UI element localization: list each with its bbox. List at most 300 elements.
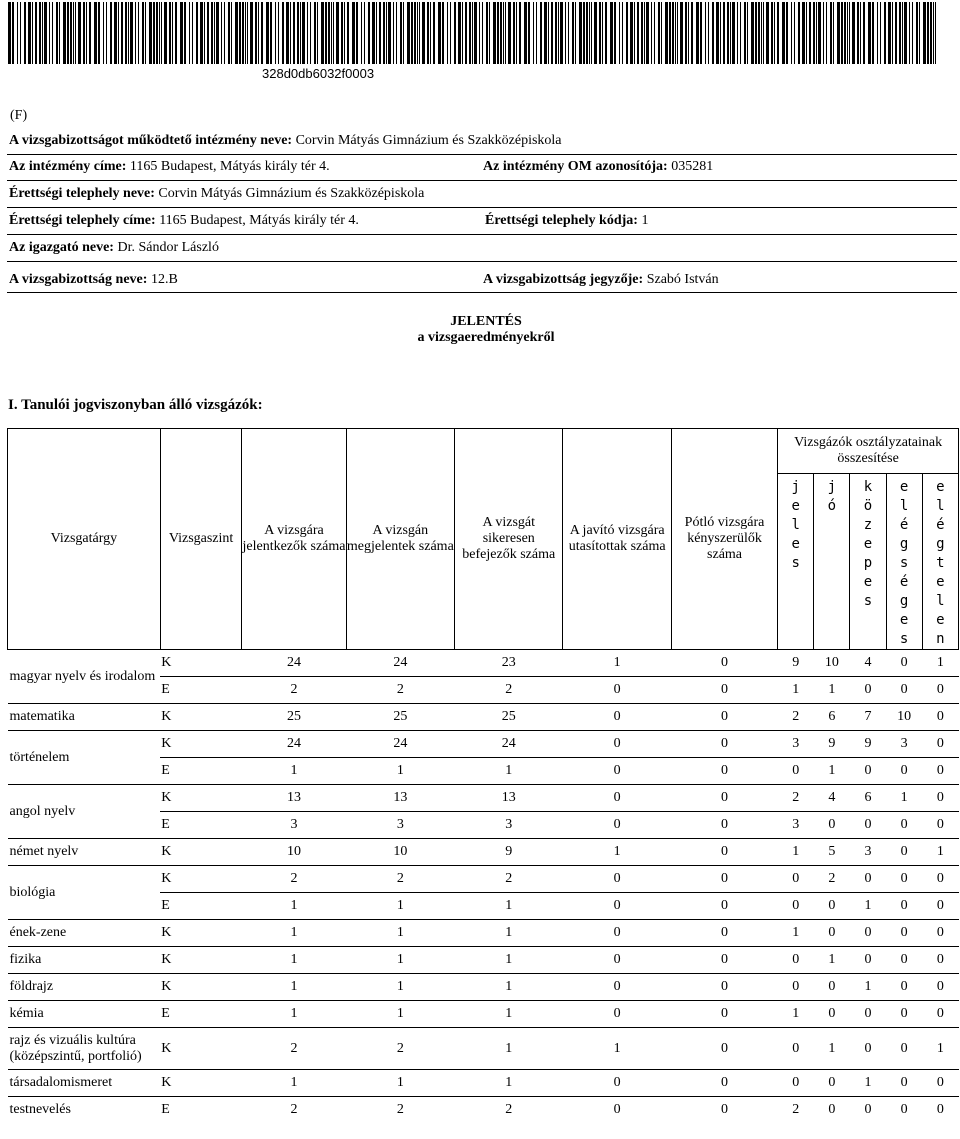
site-name-field: Érettségi telephely neve: Corvin Mátyás Gimnázium és Szakközépiskola (9, 186, 425, 201)
value-cell: 2 (814, 866, 850, 893)
barcode (8, 2, 944, 64)
value-cell: 0 (922, 731, 958, 758)
value-cell: 0 (814, 1070, 850, 1097)
value-cell: 1 (563, 839, 671, 866)
report-title-block (0, 314, 960, 346)
barcode-bar (935, 2, 936, 64)
barcode-bar (516, 2, 517, 64)
value-cell: 1 (814, 1028, 850, 1070)
barcode-bar (344, 2, 345, 64)
value-cell: 0 (886, 839, 922, 866)
barcode-bar (433, 2, 435, 64)
barcode-bar (242, 2, 244, 64)
value-cell: 0 (850, 1028, 886, 1070)
barcode-bar (777, 2, 779, 64)
value-cell: 0 (922, 677, 958, 704)
barcode-bar (912, 2, 913, 64)
value-cell: 0 (671, 731, 777, 758)
barcode-bar (691, 2, 693, 64)
value-cell: 1 (455, 1070, 563, 1097)
barcode-bar (813, 2, 815, 64)
institution-field: A vizsgabizottságot működtető intézmény neve: Corvin Mátyás Gimnázium és Szakközépiskola (9, 133, 562, 148)
barcode-bar (513, 2, 515, 64)
barcode-bar (860, 2, 861, 64)
value-cell: 1 (242, 1001, 346, 1028)
barcode-bar (841, 2, 843, 64)
level-cell: K (160, 731, 242, 758)
barcode-bar (589, 2, 590, 64)
barcode-bar (847, 2, 848, 64)
barcode-bar (356, 2, 358, 64)
barcode-bar (688, 2, 689, 64)
barcode-bar (469, 2, 471, 64)
value-cell: 0 (671, 812, 777, 839)
barcode-bar (830, 2, 832, 64)
barcode-bar (654, 2, 655, 64)
barcode-bar (737, 2, 738, 64)
barcode-bar (73, 2, 74, 64)
header-applied: A vizsgára jelentkezők száma (242, 429, 346, 650)
value-cell: 5 (814, 839, 850, 866)
barcode-bar (927, 2, 929, 64)
barcode-bar (637, 2, 639, 64)
barcode-bar (247, 2, 248, 64)
barcode-bar (258, 2, 259, 64)
barcode-bar (791, 2, 792, 64)
barcode-bar (447, 2, 448, 64)
barcode-bar (341, 2, 343, 64)
barcode-bar (89, 2, 91, 64)
barcode-bar (540, 2, 542, 64)
address-field: Az intézmény címe: 1165 Budapest, Mátyás király tér 4. (9, 159, 330, 174)
grade-letter: s (791, 555, 800, 571)
barcode-bar (489, 2, 490, 64)
barcode-bar (325, 2, 327, 64)
barcode-bar (751, 2, 754, 64)
barcode-bar (462, 2, 463, 64)
barcode-bar (28, 2, 31, 64)
barcode-bar (548, 2, 549, 64)
subject-name: angol nyelv (8, 785, 161, 839)
value-cell: 6 (814, 704, 850, 731)
value-cell: 0 (850, 947, 886, 974)
barcode-bar (430, 2, 431, 64)
value-cell: 2 (242, 1097, 346, 1124)
value-cell: 0 (886, 893, 922, 920)
barcode-bar (747, 2, 748, 64)
barcode-bar (806, 2, 807, 64)
table-row (8, 704, 959, 731)
value-cell: 0 (778, 947, 814, 974)
value-cell: 0 (886, 947, 922, 974)
grade-letter: t (936, 555, 945, 571)
table-row (8, 731, 959, 758)
barcode-bar (658, 2, 660, 64)
grade-letter: p (863, 555, 873, 571)
barcode-bar (427, 2, 429, 64)
value-cell: 0 (850, 677, 886, 704)
header-level: Vizsgaszint (160, 429, 242, 650)
barcode-bar (544, 2, 547, 64)
barcode-bar (868, 2, 871, 64)
value-cell: 1 (455, 758, 563, 785)
barcode-bar (923, 2, 926, 64)
level-cell: E (160, 893, 242, 920)
barcode-bar (24, 2, 26, 64)
value-cell: 1 (778, 1001, 814, 1028)
value-cell: 0 (671, 1001, 777, 1028)
value-cell: 24 (346, 731, 454, 758)
barcode-bar (622, 2, 623, 64)
value-cell: 0 (563, 758, 671, 785)
barcode-bar (723, 2, 725, 64)
barcode-bar (677, 2, 678, 64)
value-cell: 1 (922, 650, 958, 677)
header-makeup: Pótló vizsgára kényszerülők száma (671, 429, 777, 650)
value-cell: 0 (671, 866, 777, 893)
barcode-bar (403, 2, 404, 64)
barcode-bar (730, 2, 731, 64)
grade-letter: e (863, 536, 873, 552)
value-cell: 1 (850, 974, 886, 1001)
barcode-bar (877, 2, 878, 64)
barcode-bar (672, 2, 674, 64)
barcode-bar (761, 2, 762, 64)
barcode-bar (644, 2, 645, 64)
barcode-bar (297, 2, 299, 64)
value-cell: 3 (778, 731, 814, 758)
barcode-bar (802, 2, 805, 64)
value-cell: 2 (455, 1097, 563, 1124)
grade-letter: e (936, 479, 945, 495)
barcode-bar (98, 2, 100, 64)
value-cell: 0 (563, 1097, 671, 1124)
barcode-bar (696, 2, 699, 64)
value-cell: 1 (922, 839, 958, 866)
barcode-bar (763, 2, 764, 64)
value-cell: 0 (922, 758, 958, 785)
barcode-bar (310, 2, 311, 64)
barcode-bar (500, 2, 502, 64)
value-cell: 1 (242, 1070, 346, 1097)
barcode-bar (290, 2, 291, 64)
barcode-bar (700, 2, 702, 64)
header-row-address (7, 154, 957, 181)
barcode-bar (497, 2, 499, 64)
barcode-bar (786, 2, 788, 64)
report-subtitle: a vizsgaeredményekről (417, 330, 555, 345)
value-cell: 25 (242, 704, 346, 731)
barcode-bar (282, 2, 284, 64)
barcode-bar (771, 2, 773, 64)
value-cell: 3 (886, 731, 922, 758)
grade-letter: g (899, 536, 909, 552)
value-cell: 1 (455, 947, 563, 974)
value-cell: 24 (346, 650, 454, 677)
subject-name: fizika (8, 947, 161, 974)
barcode-bar (261, 2, 263, 64)
barcode-bar (270, 2, 272, 64)
barcode-bar (669, 2, 671, 64)
barcode-bar (651, 2, 652, 64)
barcode-bar (393, 2, 394, 64)
value-cell: 2 (346, 1028, 454, 1070)
barcode-bar (708, 2, 709, 64)
barcode-bar (505, 2, 506, 64)
level-cell: K (160, 1028, 242, 1070)
value-cell: 0 (563, 947, 671, 974)
barcode-bar (414, 2, 416, 64)
barcode-bar (857, 2, 859, 64)
level-cell: K (160, 650, 242, 677)
committee-field: A vizsgabizottság neve: 12.B (9, 272, 178, 287)
header-grades-group: Vizsgázók osztályzatainak összesítése (778, 429, 959, 474)
barcode-bar (386, 2, 387, 64)
barcode-bar (919, 2, 920, 64)
value-cell: 1 (814, 677, 850, 704)
value-cell: 0 (886, 1001, 922, 1028)
barcode-bar (888, 2, 891, 64)
barcode-bar (156, 2, 158, 64)
grade-letter: e (863, 574, 873, 590)
value-cell: 3 (455, 812, 563, 839)
value-cell: 0 (563, 704, 671, 731)
barcode-bar (286, 2, 289, 64)
value-cell: 13 (242, 785, 346, 812)
value-cell: 0 (563, 812, 671, 839)
report-title: JELENTÉS (450, 314, 522, 329)
value-cell: 3 (850, 839, 886, 866)
barcode-bar (798, 2, 800, 64)
value-cell: 1 (242, 920, 346, 947)
value-cell: 0 (922, 974, 958, 1001)
value-cell: 1 (455, 1028, 563, 1070)
value-cell: 10 (886, 704, 922, 731)
barcode-bar (474, 2, 477, 64)
value-cell: 2 (778, 1097, 814, 1124)
value-cell: 0 (563, 1070, 671, 1097)
value-cell: 0 (563, 785, 671, 812)
value-cell: 0 (778, 758, 814, 785)
barcode-bar (755, 2, 757, 64)
value-cell: 0 (886, 650, 922, 677)
barcode-bar (94, 2, 97, 64)
barcode-bar (712, 2, 714, 64)
subject-name: magyar nyelv és irodalom (8, 650, 161, 704)
value-cell: 7 (850, 704, 886, 731)
barcode-bar (180, 2, 183, 64)
value-cell: 0 (814, 920, 850, 947)
value-cell: 0 (922, 785, 958, 812)
level-cell: E (160, 1097, 242, 1124)
barcode-bar (42, 2, 43, 64)
barcode-bar (844, 2, 846, 64)
value-cell: 0 (850, 812, 886, 839)
level-cell: K (160, 1070, 242, 1097)
table-row (8, 1070, 959, 1097)
barcode-bar (142, 2, 144, 64)
barcode-bar (110, 2, 112, 64)
barcode-bar (852, 2, 855, 64)
barcode-bar (895, 2, 897, 64)
value-cell: 1 (346, 758, 454, 785)
barcode-bar (49, 2, 50, 64)
table-row (8, 785, 959, 812)
subject-name: kémia (8, 1001, 161, 1028)
barcode-bar (52, 2, 53, 64)
value-cell: 3 (778, 812, 814, 839)
value-cell: 1 (455, 1001, 563, 1028)
grade-letter: j (791, 479, 800, 495)
header-row-site-name (7, 181, 957, 208)
barcode-bar (35, 2, 37, 64)
value-cell: 0 (671, 758, 777, 785)
barcode-bar (169, 2, 171, 64)
barcode-bar (680, 2, 683, 64)
value-cell: 6 (850, 785, 886, 812)
barcode-bar (528, 2, 530, 64)
barcode-bar (400, 2, 402, 64)
barcode-bar (328, 2, 330, 64)
value-cell: 0 (671, 677, 777, 704)
barcode-bar (12, 2, 14, 64)
barcode-bar (675, 2, 676, 64)
barcode-bar (172, 2, 173, 64)
barcode-bar (909, 2, 910, 64)
barcode-bar (224, 2, 225, 64)
barcode-number: 328d0db6032f0003 (262, 66, 375, 81)
barcode-bar (732, 2, 735, 64)
value-cell: 1 (455, 974, 563, 1001)
secretary-field: A vizsgabizottság jegyzője: Szabó István (483, 272, 719, 287)
barcode-bar (465, 2, 467, 64)
grade-letter: j (827, 479, 837, 495)
barcode-bar (568, 2, 569, 64)
barcode-bar (130, 2, 133, 64)
barcode-bar (17, 2, 18, 64)
barcode-bar (472, 2, 473, 64)
barcode-bar (214, 2, 215, 64)
grade-letter: e (899, 479, 909, 495)
grade-letter: l (936, 593, 945, 609)
table-row (8, 947, 959, 974)
value-cell: 0 (671, 893, 777, 920)
barcode-bar (204, 2, 205, 64)
value-cell: 10 (346, 839, 454, 866)
barcode-bar (161, 2, 162, 64)
header-grade-elegseges (886, 474, 922, 650)
value-cell: 1 (886, 785, 922, 812)
value-cell: 0 (778, 893, 814, 920)
barcode-bar (103, 2, 104, 64)
header-grade-kozepes (850, 474, 886, 650)
subject-name: német nyelv (8, 839, 161, 866)
barcode-bar (44, 2, 47, 64)
om-id-field: Az intézmény OM azonosítója: 035281 (483, 159, 714, 174)
barcode-bar (293, 2, 295, 64)
barcode-bar (614, 2, 616, 64)
value-cell: 0 (922, 893, 958, 920)
barcode-bar (336, 2, 339, 64)
barcode-bar (379, 2, 381, 64)
value-cell: 0 (886, 920, 922, 947)
value-cell: 2 (346, 1097, 454, 1124)
barcode-bar (83, 2, 85, 64)
barcode-bar (602, 2, 603, 64)
barcode-bar (818, 2, 821, 64)
barcode-bar (189, 2, 190, 64)
subject-name: testnevelés (8, 1097, 161, 1124)
table-row (8, 920, 959, 947)
barcode-bar (479, 2, 480, 64)
value-cell: 1 (922, 1028, 958, 1070)
value-cell: 4 (850, 650, 886, 677)
value-cell: 0 (922, 1070, 958, 1097)
site-address-field: Érettségi telephely címe: 1165 Budapest, Mátyás király tér 4. (9, 213, 359, 228)
barcode-bar (266, 2, 269, 64)
barcode-bar (302, 2, 305, 64)
form-letter: (F) (10, 108, 28, 123)
barcode-bar (740, 2, 741, 64)
value-cell: 0 (671, 1070, 777, 1097)
barcode-bar (63, 2, 66, 64)
value-cell: 1 (778, 839, 814, 866)
barcode-bar (118, 2, 119, 64)
table-row (8, 1097, 959, 1124)
barcode-bar (823, 2, 824, 64)
barcode-bar (930, 2, 932, 64)
barcode-bar (794, 2, 795, 64)
barcode-bar (125, 2, 127, 64)
value-cell: 0 (850, 920, 886, 947)
barcode-bar (482, 2, 483, 64)
value-cell: 0 (563, 866, 671, 893)
barcode-bar (376, 2, 377, 64)
level-cell: K (160, 974, 242, 1001)
subject-name: biológia (8, 866, 161, 920)
barcode-bar (646, 2, 649, 64)
barcode-bar (8, 2, 11, 64)
value-cell: 3 (242, 812, 346, 839)
grade-letter: e (791, 498, 800, 514)
value-cell: 0 (563, 677, 671, 704)
barcode-bar (933, 2, 934, 64)
barcode-bar (106, 2, 107, 64)
barcode-bar (884, 2, 886, 64)
value-cell: 1 (346, 920, 454, 947)
header-row-committee (7, 262, 957, 293)
barcode-bar (59, 2, 60, 64)
barcode-bar (685, 2, 687, 64)
barcode-bar (407, 2, 410, 64)
grade-letter: l (899, 498, 909, 514)
grade-letter: e (899, 612, 909, 628)
barcode-bar (321, 2, 324, 64)
header-subject: Vizsgatárgy (8, 429, 161, 650)
grade-letter: s (899, 631, 909, 647)
barcode-bar (159, 2, 160, 64)
value-cell: 10 (242, 839, 346, 866)
barcode-bar (442, 2, 444, 64)
barcode-bar (591, 2, 592, 64)
value-cell: 1 (346, 893, 454, 920)
barcode-bar (361, 2, 362, 64)
value-cell: 25 (346, 704, 454, 731)
barcode-bar (245, 2, 246, 64)
barcode-bar (411, 2, 413, 64)
value-cell: 1 (346, 1001, 454, 1028)
value-cell: 0 (922, 704, 958, 731)
